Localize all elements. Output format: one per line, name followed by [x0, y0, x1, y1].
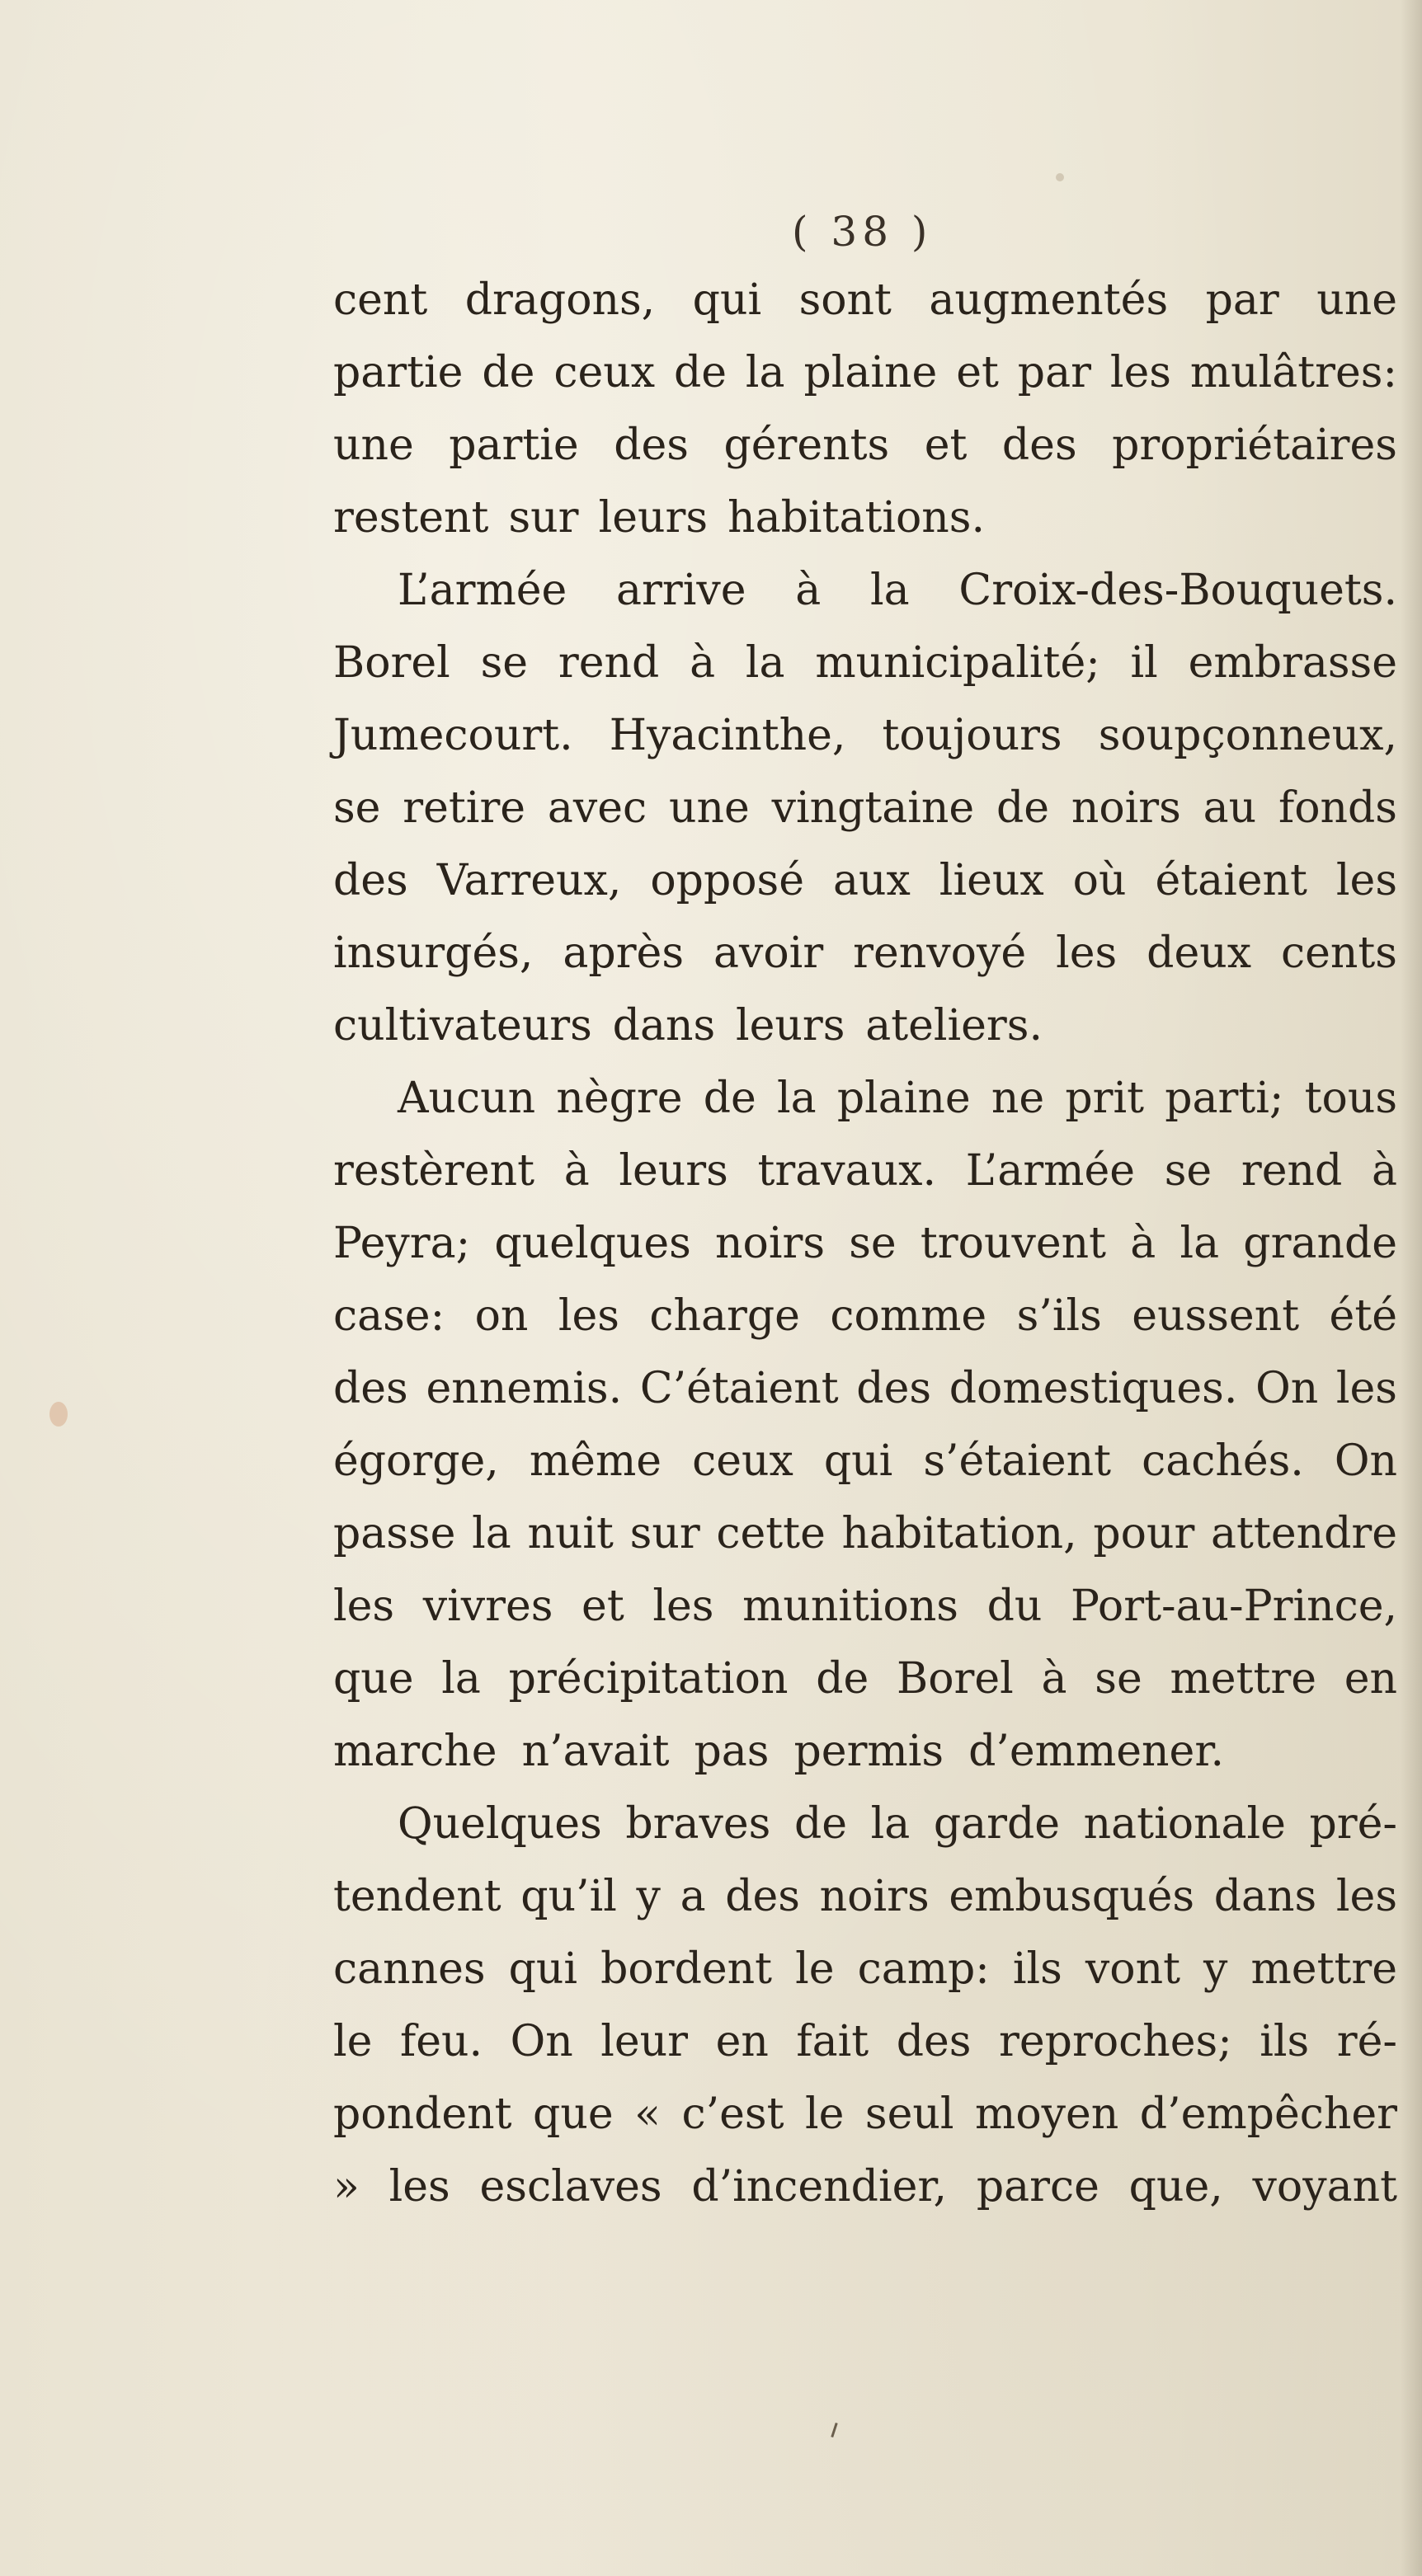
text-line: Borel se rend à la municipalité; il embrasse — [333, 638, 1397, 688]
text-line: se retire avec une vingtaine de noirs au fonds — [333, 783, 1397, 833]
text-line: le feu. On leur en fait des reproches; ils ré- — [333, 2017, 1397, 2066]
text-line: insurgés, après avoir renvoyé les deux cents — [333, 928, 1397, 978]
text-line: Jumecourt. Hyacinthe, toujours soupçonneux, — [333, 711, 1397, 760]
paper-stain — [49, 1402, 68, 1427]
text-line: restèrent à leurs travaux. L’armée se rend à — [333, 1146, 1397, 1196]
page-number: ( 38 ) — [792, 208, 933, 256]
text-line: restent sur leurs habitations. — [333, 493, 985, 543]
paragraph-first-line: Quelques braves de la garde nationale pré- — [398, 1799, 1397, 1849]
paragraph-first-line: Aucun nègre de la plaine ne prit parti; tous — [398, 1074, 1397, 1123]
text-line: passe la nuit sur cette habitation, pour attendre — [333, 1509, 1397, 1558]
text-line: marche n’avait pas permis d’emmener. — [333, 1727, 1224, 1776]
text-line: des ennemis. C’étaient des domestiques. On les — [333, 1364, 1397, 1413]
text-line: Peyra; quelques noirs se trouvent à la grande — [333, 1219, 1397, 1268]
page-gutter-shadow — [1401, 0, 1422, 2576]
paper-stain — [1056, 173, 1064, 181]
text-line: égorge, même ceux qui s’étaient cachés. On — [333, 1436, 1397, 1486]
text-line: que la précipitation de Borel à se mettre en — [333, 1654, 1397, 1704]
text-line: cannes qui bordent le camp: ils vont y mettre — [333, 1944, 1397, 1994]
text-line: des Varreux, opposé aux lieux où étaient les — [333, 856, 1397, 905]
text-line: cent dragons, qui sont augmentés par une — [333, 275, 1397, 325]
text-line: cultivateurs dans leurs ateliers. — [333, 1001, 1043, 1051]
ink-speck — [831, 2423, 837, 2437]
text-line: les vivres et les munitions du Port-au-Prince, — [333, 1582, 1397, 1631]
text-line: » les esclaves d’incendier, parce que, voyant — [333, 2162, 1397, 2212]
text-line: tendent qu’il y a des noirs embusqués dans les — [333, 1872, 1397, 1921]
text-line: case: on les charge comme s’ils eussent été — [333, 1291, 1397, 1341]
text-line: une partie des gérents et des propriétaires — [333, 421, 1397, 470]
paragraph-first-line: L’armée arrive à la Croix-des-Bouquets. — [398, 566, 1397, 615]
text-line: partie de ceux de la plaine et par les mulâtres: — [333, 348, 1397, 397]
text-line: pondent que « c’est le seul moyen d’empêcher — [333, 2089, 1397, 2139]
